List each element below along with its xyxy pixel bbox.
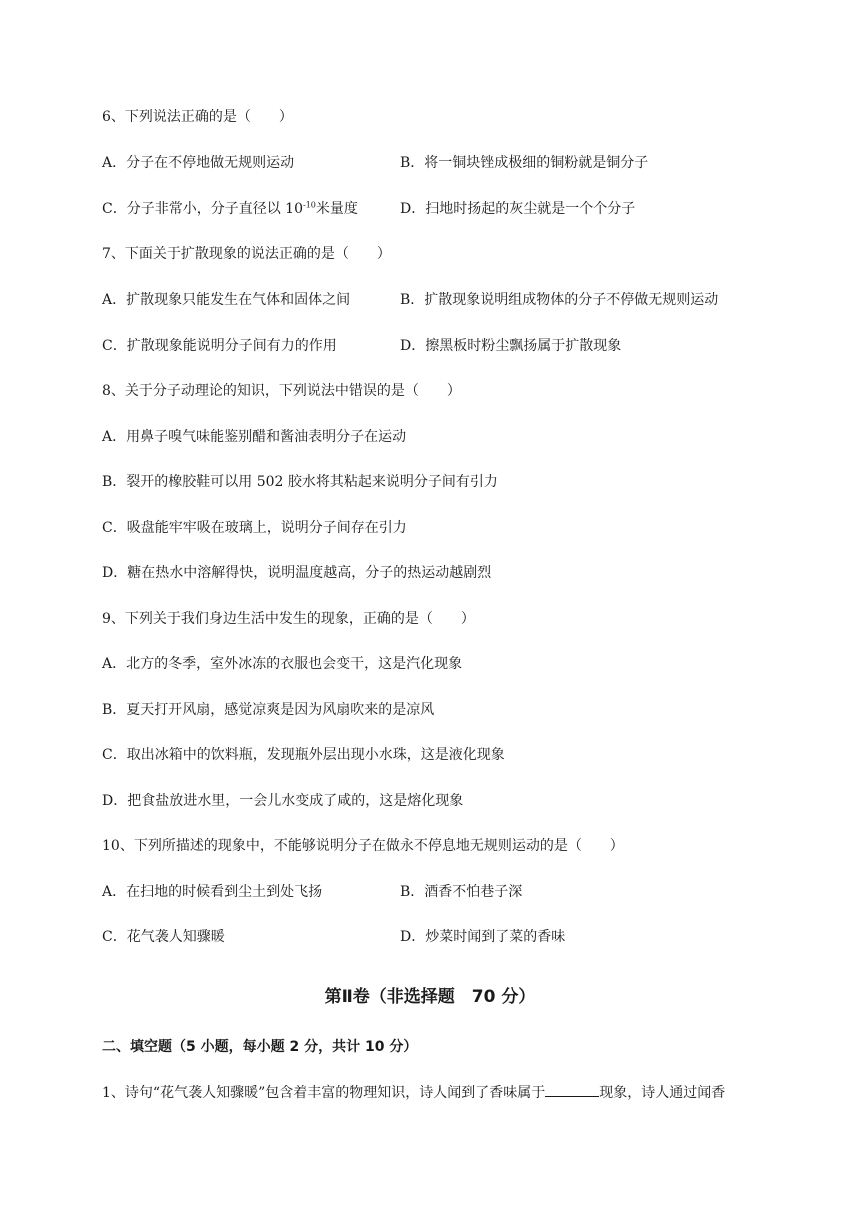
question-8-option-c: C．吸盘能牢牢吸在玻璃上，说明分子间存在引力 [102, 520, 407, 536]
question-8-option-d: D．糖在热水中溶解得快，说明温度越高，分子的热运动越剧烈 [102, 565, 492, 581]
question-6-stem: 6、下列说法正确的是（ ） [102, 109, 293, 125]
question-10-option-a: A．在扫地的时候看到尘土到处飞扬 [102, 884, 323, 900]
question-6-option-a: A．分子在不停地做无规则运动 [102, 155, 295, 171]
exponent: -10 [302, 200, 316, 210]
part-heading: 二、填空题（5 小题，每小题 2 分，共计 10 分） [102, 1039, 418, 1055]
question-8-option-a: A．用鼻子嗅气味能鉴别醋和酱油表明分子在运动 [102, 429, 407, 445]
fill-question-1 [102, 1082, 725, 1103]
question-6-option-b: B．将一铜块锉成极细的铜粉就是铜分子 [400, 155, 649, 171]
question-10-option-d: D．炒菜时闻到了菜的香味 [400, 929, 566, 945]
question-7-option-b: B．扩散现象说明组成物体的分子不停做无规则运动 [400, 292, 719, 308]
question-10-options-row-2 [102, 927, 802, 947]
section-title: 第Ⅱ卷（非选择题 70 分） [324, 987, 536, 1007]
question-6-options-row-2 [102, 199, 802, 219]
question-8-option-b: B．裂开的橡胶鞋可以用 502 胶水将其粘起来说明分子间有引力 [102, 474, 498, 490]
question-6-option-c: C．分子非常小，分子直径以 $10^{-10}$米量度 [102, 200, 358, 217]
fill-question-text-before: 1、诗句“花气袭人知骤暖”包含着丰富的物理知识，诗人闻到了香味属于 [102, 1085, 546, 1101]
question-9-option-c: C．取出冰箱中的饮料瓶，发现瓶外层出现小水珠，这是液化现象 [102, 747, 505, 763]
question-10-option-c: C．花气袭人知骤暖 [102, 929, 225, 945]
question-6-option-d: D．扫地时扬起的灰尘就是一个个分子 [400, 201, 636, 217]
question-10-option-b: B．酒香不怕巷子深 [400, 884, 523, 900]
question-10-stem: 10、下列所描述的现象中，不能够说明分子在做永不停息地无规则运动的是（ ） [102, 838, 624, 854]
question-9-option-b: B．夏天打开风扇，感觉凉爽是因为风扇吹来的是凉风 [102, 702, 435, 718]
question-9-option-d: D．把食盐放进水里，一会儿水变成了咸的，这是熔化现象 [102, 793, 464, 809]
question-7-options-row-2 [102, 336, 802, 356]
answer-blank[interactable] [545, 1082, 599, 1097]
question-6-options-row-1 [102, 153, 802, 173]
question-10-options-row-1 [102, 882, 802, 902]
question-7-stem: 7、下面关于扩散现象的说法正确的是（ ） [102, 246, 391, 262]
question-7-option-a: A．扩散现象只能发生在气体和固体之间 [102, 292, 351, 308]
question-7-option-d: D．擦黑板时粉尘飘扬属于扩散现象 [400, 338, 622, 354]
question-9-stem: 9、下列关于我们身边生活中发生的现象，正确的是（ ） [102, 611, 475, 627]
fill-question-text-after: 现象，诗人通过闻香 [599, 1085, 726, 1101]
question-7-option-c: C．扩散现象能说明分子间有力的作用 [102, 338, 337, 354]
question-9-option-a: A．北方的冬季，室外冰冻的衣服也会变干，这是汽化现象 [102, 656, 463, 672]
question-8-stem: 8、关于分子动理论的知识，下列说法中错误的是（ ） [102, 383, 461, 399]
question-7-options-row-1 [102, 290, 802, 310]
